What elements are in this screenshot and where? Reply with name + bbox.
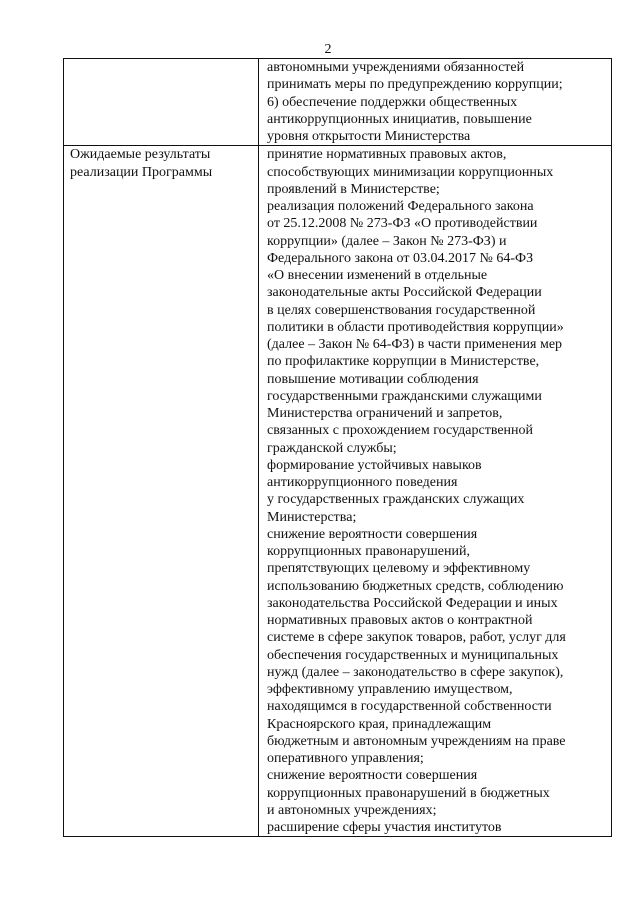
text-line: в целях совершенствования государственной — [267, 302, 536, 318]
text-line: «О внесении изменений в отдельные — [267, 268, 488, 283]
text-line: системе в сфере закупок товаров, работ, услуг для — [267, 630, 566, 646]
text-line: уровня открытости Министерства — [267, 129, 471, 144]
text-line: препятствующих целевому и эффективному — [267, 561, 531, 577]
text-line: формирование устойчивых навыков — [267, 457, 482, 473]
text-line: коррупции» (далее – Закон № 273-ФЗ) и — [267, 233, 507, 249]
text-line: повышение мотивации соблюдения — [267, 371, 479, 387]
text-line: использованию бюджетных средств, соблюдению — [267, 578, 564, 594]
text-line: оперативного управления; — [267, 751, 424, 766]
text-line: находящимся в государственной собственности — [267, 699, 552, 715]
content-cell-expected-results — [259, 146, 612, 837]
label-cell-empty — [64, 59, 259, 146]
text-line: (далее – Закон № 64-ФЗ) в части применения мер — [267, 337, 563, 352]
text-line: у государственных гражданских служащих — [267, 492, 525, 508]
content-cell-continuation — [259, 59, 612, 146]
page-number: 2 — [324, 42, 332, 57]
text-line: Федерального закона от 03.04.2017 № 64-ФЗ — [267, 250, 534, 266]
text-line: законодательства Российской Федерации и иных — [267, 595, 558, 611]
text-line: Министерства ограничений и запретов, — [267, 406, 503, 421]
text-line: антикоррупционного поведения — [267, 475, 458, 490]
label-line: реализации Программы — [70, 164, 213, 180]
text-line: снижение вероятности совершения — [267, 768, 478, 784]
text-line: нормативных правовых актов о контрактной — [267, 613, 533, 628]
text-line: 6) обеспечение поддержки общественных — [267, 94, 518, 110]
program-passport-table — [63, 58, 612, 837]
label-line: Ожидаемые результаты — [70, 147, 211, 163]
text-line: гражданской службы; — [267, 440, 397, 456]
text-line: связанных с прохождением государственной — [267, 423, 534, 439]
text-line: нужд (далее – законодательство в сфере закупок), — [267, 664, 564, 680]
text-line: расширение сферы участия институтов — [267, 820, 502, 835]
text-line: политики в области противодействия коррупции» — [267, 319, 564, 335]
text-line: законодательные акты Российской Федерации — [267, 285, 542, 301]
text-line: от 25.12.2008 № 273-ФЗ «О противодействии — [267, 216, 538, 232]
text-line: коррупционных правонарушений, — [267, 544, 470, 559]
text-line: бюджетным и автономным учреждениям на праве — [267, 733, 566, 749]
table-row-expected-results — [64, 146, 612, 837]
text-line: принятие нормативных правовых актов, — [267, 147, 507, 163]
text-line: антикоррупционных инициатив, повышение — [267, 111, 532, 127]
text-line: обеспечения государственных и муниципальных — [267, 647, 559, 663]
text-line: и автономных учреждениях; — [267, 802, 437, 818]
text-line: эффективному управлению имуществом, — [267, 682, 513, 697]
text-line: проявлений в Министерстве; — [267, 181, 440, 197]
text-line: Красноярского края, принадлежащим — [267, 716, 492, 732]
text-line: способствующих минимизации коррупционных — [267, 164, 554, 180]
text-line: Министерства; — [267, 509, 357, 525]
text-line: реализация положений Федерального закона — [267, 199, 534, 214]
text-line: коррупционных правонарушений в бюджетных — [267, 785, 550, 801]
label-cell-expected-results — [64, 146, 259, 837]
text-line: автономными учреждениями обязанностей — [267, 60, 525, 75]
text-line: принимать меры по предупреждению коррупции; — [267, 77, 563, 93]
text-line: государственными гражданскими служащими — [267, 388, 542, 404]
text-line: по профилактике коррупции в Министерстве, — [267, 354, 540, 370]
table-row-continuation — [64, 59, 612, 146]
text-line: снижение вероятности совершения — [267, 526, 478, 542]
